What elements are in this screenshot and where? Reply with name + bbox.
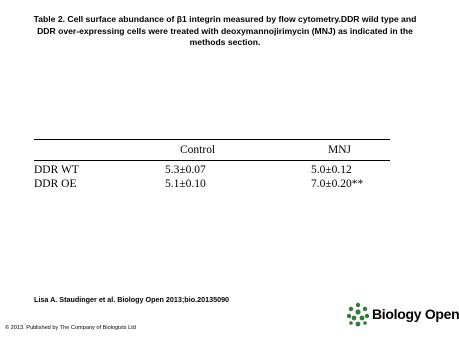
cell-ddr-oe-control: 5.1±0.10 <box>165 178 206 190</box>
caption-line-3: methods section. <box>189 37 261 47</box>
citation: Lisa A. Staudinger et al. Biology Open 2013;bio.20135090 <box>34 295 230 304</box>
cell-ddr-wt-mnj: 5.0±0.12 <box>311 164 352 176</box>
table-caption <box>8 14 442 49</box>
row-label-ddr-oe: DDR OE <box>34 178 77 190</box>
cell-ddr-oe-mnj: 7.0±0.20** <box>311 178 364 190</box>
cell-ddr-wt-control: 5.3±0.07 <box>165 164 206 176</box>
caption-line-1: Table 2. Cell surface abundance of β1 integrin measured by flow cytometry.DDR wild type and <box>33 14 417 24</box>
table-header-rule <box>34 160 390 161</box>
table-top-rule <box>34 139 390 140</box>
logo-text: Biology Open <box>372 306 459 322</box>
column-header-control: Control <box>180 144 216 156</box>
copyright-notice: © 2013. Published by The Company of Biologists Ltd <box>5 325 136 331</box>
row-label-ddr-wt: DDR WT <box>34 164 79 176</box>
biology-open-logo <box>346 300 459 330</box>
biology-open-logo-icon <box>346 302 370 328</box>
column-header-mnj: MNJ <box>328 144 352 156</box>
caption-line-2: DDR over-expressing cells were treated with deoxymannojirimycin (MNJ) as indicated in the <box>37 25 413 36</box>
